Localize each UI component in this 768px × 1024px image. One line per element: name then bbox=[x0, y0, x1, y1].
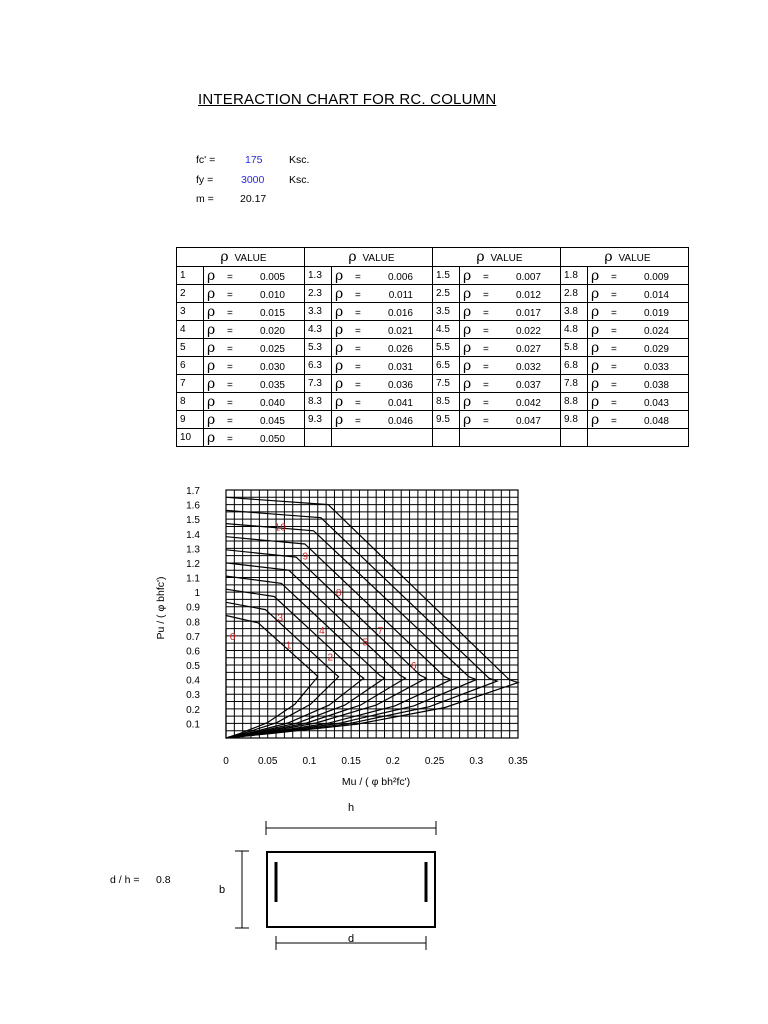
rho-value: 0.009 bbox=[643, 271, 669, 283]
section-h-label: h bbox=[347, 802, 355, 814]
rho-index: 9.8 bbox=[564, 414, 578, 425]
rho-symbol: ρ bbox=[207, 303, 216, 320]
equals-sign: = bbox=[355, 397, 361, 409]
rho-value: 0.038 bbox=[643, 379, 669, 391]
rho-symbol: ρ bbox=[463, 357, 472, 374]
rho-symbol: ρ bbox=[207, 411, 216, 428]
page-title: INTERACTION CHART FOR RC. COLUMN bbox=[198, 91, 497, 108]
rho-index: 4.5 bbox=[436, 324, 450, 335]
rho-index: 6 bbox=[180, 360, 186, 371]
fc-unit: Ksc. bbox=[289, 154, 310, 166]
y-tick-label: 0.4 bbox=[186, 675, 200, 687]
m-label: m = bbox=[196, 193, 214, 205]
rho-symbol: ρ bbox=[335, 285, 344, 302]
equals-sign: = bbox=[355, 325, 361, 337]
equals-sign: = bbox=[483, 361, 489, 373]
rho-value: 0.027 bbox=[515, 343, 541, 355]
rho-symbol: ρ bbox=[463, 375, 472, 392]
rho-index: 7.3 bbox=[308, 378, 322, 389]
curve-label: 4 bbox=[319, 626, 325, 638]
equals-sign: = bbox=[355, 289, 361, 301]
y-tick-label: 1.3 bbox=[186, 544, 200, 556]
rho-symbol: ρ bbox=[335, 339, 344, 356]
rho-value: 0.015 bbox=[259, 307, 285, 319]
rho-index: 2.3 bbox=[308, 288, 322, 299]
rho-index: 3.5 bbox=[436, 306, 450, 317]
rho-symbol: ρ bbox=[335, 393, 344, 410]
y-tick-label: 1.4 bbox=[186, 529, 200, 541]
rho-symbol: ρ bbox=[463, 411, 472, 428]
rho-value: 0.033 bbox=[643, 361, 669, 373]
equals-sign: = bbox=[483, 397, 489, 409]
rho-value: 0.048 bbox=[643, 415, 669, 427]
rho-index: 8 bbox=[180, 396, 186, 407]
rho-index: 1.3 bbox=[308, 270, 322, 281]
rho-symbol: ρ bbox=[207, 429, 216, 446]
fy-label: fy = bbox=[196, 174, 214, 186]
equals-sign: = bbox=[483, 415, 489, 427]
rho-value: 0.041 bbox=[387, 397, 413, 409]
equals-sign: = bbox=[227, 325, 233, 337]
equals-sign: = bbox=[483, 325, 489, 337]
rho-index: 4 bbox=[180, 324, 186, 335]
rho-symbol: ρ bbox=[591, 375, 600, 392]
equals-sign: = bbox=[227, 433, 233, 445]
rho-index: 3.3 bbox=[308, 306, 322, 317]
rho-index: 2 bbox=[180, 288, 186, 299]
rho-symbol: ρ bbox=[591, 357, 600, 374]
equals-sign: = bbox=[611, 307, 617, 319]
rho-symbol: ρ bbox=[348, 249, 357, 265]
equals-sign: = bbox=[611, 271, 617, 283]
rho-index: 5.3 bbox=[308, 342, 322, 353]
rho-symbol: ρ bbox=[463, 303, 472, 320]
y-axis-label: Pu / ( φ bhfc') bbox=[155, 576, 167, 640]
fc-value: 175 bbox=[245, 154, 263, 166]
y-tick-label: 0.3 bbox=[186, 690, 200, 702]
rho-symbol: ρ bbox=[335, 321, 344, 338]
equals-sign: = bbox=[483, 271, 489, 283]
rho-index: 5.8 bbox=[564, 342, 578, 353]
rho-value: 0.005 bbox=[259, 271, 285, 283]
rho-index: 8.8 bbox=[564, 396, 578, 407]
rho-value: 0.021 bbox=[387, 325, 413, 337]
section-b-label: b bbox=[218, 884, 226, 896]
equals-sign: = bbox=[227, 307, 233, 319]
rho-symbol: ρ bbox=[591, 339, 600, 356]
rho-value: 0.031 bbox=[387, 361, 413, 373]
rho-value: 0.047 bbox=[515, 415, 541, 427]
curve-label: 3 bbox=[277, 612, 284, 624]
curve-label: 7 bbox=[377, 626, 384, 638]
rho-value: 0.017 bbox=[515, 307, 541, 319]
curve-label: 0 bbox=[229, 631, 236, 643]
fc-label: fc' = bbox=[196, 154, 216, 166]
curve-label: 10 bbox=[274, 522, 286, 534]
curve-label: 6 bbox=[410, 661, 417, 673]
rho-index: 8.5 bbox=[436, 396, 450, 407]
rho-symbol: ρ bbox=[207, 285, 216, 302]
rho-symbol: ρ bbox=[207, 375, 216, 392]
x-tick-label: 0.3 bbox=[469, 756, 484, 767]
equals-sign: = bbox=[227, 379, 233, 391]
rho-index: 7.8 bbox=[564, 378, 578, 389]
y-tick-label: 1.7 bbox=[186, 486, 200, 497]
rho-symbol: ρ bbox=[220, 249, 229, 265]
x-tick-label: 0.25 bbox=[424, 756, 445, 767]
rho-symbol: ρ bbox=[335, 375, 344, 392]
equals-sign: = bbox=[611, 415, 617, 427]
rho-value: 0.036 bbox=[387, 379, 413, 391]
curve-rho-1 bbox=[226, 616, 318, 739]
rho-symbol: ρ bbox=[207, 357, 216, 374]
y-tick-label: 1.5 bbox=[186, 515, 200, 527]
y-tick-label: 0.6 bbox=[186, 646, 200, 658]
rho-value: 0.035 bbox=[259, 379, 285, 391]
rho-value: 0.007 bbox=[515, 271, 541, 283]
equals-sign: = bbox=[483, 307, 489, 319]
y-tick-label: 1.2 bbox=[186, 558, 200, 570]
x-tick-label: 0.1 bbox=[302, 756, 317, 767]
rho-symbol: ρ bbox=[207, 339, 216, 356]
chart-ticks bbox=[186, 486, 528, 767]
rho-value: 0.050 bbox=[259, 433, 285, 445]
rho-index: 1.8 bbox=[564, 270, 578, 281]
rho-index: 4.8 bbox=[564, 324, 578, 335]
equals-sign: = bbox=[355, 361, 361, 373]
rho-index: 2.8 bbox=[564, 288, 578, 299]
rho-index: 7 bbox=[180, 378, 186, 389]
rho-value: 0.029 bbox=[643, 343, 669, 355]
equals-sign: = bbox=[483, 343, 489, 355]
rho-value: 0.026 bbox=[387, 343, 413, 355]
rho-symbol: ρ bbox=[591, 285, 600, 302]
rho-header: VALUE bbox=[490, 253, 523, 264]
rho-value: 0.043 bbox=[643, 397, 669, 409]
x-tick-label: 0.2 bbox=[385, 756, 400, 767]
rho-index: 3 bbox=[180, 306, 186, 317]
rho-header: VALUE bbox=[362, 253, 395, 264]
x-tick-label: 0.15 bbox=[341, 756, 361, 767]
equals-sign: = bbox=[355, 343, 361, 355]
column-section-diagram bbox=[110, 802, 436, 950]
rho-symbol: ρ bbox=[335, 357, 344, 374]
fy-value: 3000 bbox=[241, 174, 265, 186]
rho-value: 0.025 bbox=[259, 343, 285, 355]
rho-symbol: ρ bbox=[463, 285, 472, 302]
rho-value: 0.019 bbox=[643, 307, 669, 319]
rho-index: 2.5 bbox=[436, 288, 450, 299]
rho-value: 0.042 bbox=[515, 397, 541, 409]
rho-index: 8.3 bbox=[308, 396, 322, 407]
curve-label: 1 bbox=[285, 640, 292, 652]
rho-index: 5.5 bbox=[436, 342, 450, 353]
rho-value: 0.022 bbox=[515, 325, 541, 337]
equals-sign: = bbox=[227, 415, 233, 427]
curve-label: 5 bbox=[362, 637, 369, 649]
rho-value: 0.012 bbox=[515, 289, 541, 301]
equals-sign: = bbox=[355, 271, 361, 283]
rho-index: 6.8 bbox=[564, 360, 578, 371]
rho-index: 9.3 bbox=[308, 414, 322, 425]
equals-sign: = bbox=[227, 271, 233, 283]
m-value: 20.17 bbox=[240, 193, 267, 205]
fy-unit: Ksc. bbox=[289, 174, 310, 186]
rho-symbol: ρ bbox=[591, 411, 600, 428]
dh-label: d / h = bbox=[110, 874, 140, 886]
dh-value: 0.8 bbox=[156, 874, 171, 886]
y-tick-label: 0.2 bbox=[186, 704, 200, 716]
rho-header: VALUE bbox=[234, 253, 267, 264]
rho-value: 0.030 bbox=[259, 361, 285, 373]
rho-value: 0.032 bbox=[515, 361, 541, 373]
rho-symbol: ρ bbox=[591, 303, 600, 320]
rho-index: 3.8 bbox=[564, 306, 578, 317]
rho-index: 9 bbox=[180, 414, 186, 425]
y-tick-label: 1 bbox=[194, 588, 200, 600]
rho-value: 0.037 bbox=[515, 379, 541, 391]
equals-sign: = bbox=[611, 379, 617, 391]
y-tick-label: 1.1 bbox=[186, 573, 200, 585]
rho-index: 10 bbox=[180, 432, 192, 443]
y-tick-label: 0.8 bbox=[186, 617, 200, 629]
rho-index: 5 bbox=[180, 342, 186, 353]
equals-sign: = bbox=[227, 343, 233, 355]
rho-value: 0.024 bbox=[643, 325, 669, 337]
equals-sign: = bbox=[611, 343, 617, 355]
rho-symbol: ρ bbox=[591, 393, 600, 410]
equals-sign: = bbox=[611, 361, 617, 373]
equals-sign: = bbox=[355, 379, 361, 391]
section-rectangle bbox=[267, 852, 435, 927]
rho-symbol: ρ bbox=[335, 411, 344, 428]
equals-sign: = bbox=[483, 289, 489, 301]
rho-index: 1 bbox=[180, 270, 186, 281]
curve-label: 9 bbox=[302, 551, 309, 563]
equals-sign: = bbox=[355, 415, 361, 427]
rho-symbol: ρ bbox=[463, 393, 472, 410]
rho-symbol: ρ bbox=[476, 249, 485, 265]
rho-index: 6.5 bbox=[436, 360, 450, 371]
rho-value: 0.006 bbox=[387, 271, 413, 283]
y-tick-label: 0.1 bbox=[186, 719, 200, 731]
rho-symbol: ρ bbox=[207, 393, 216, 410]
equals-sign: = bbox=[611, 289, 617, 301]
equals-sign: = bbox=[611, 397, 617, 409]
curve-label: 2 bbox=[327, 652, 334, 664]
equals-sign: = bbox=[355, 307, 361, 319]
rho-index: 7.5 bbox=[436, 378, 450, 389]
y-tick-label: 0.5 bbox=[186, 661, 200, 673]
curve-label: 8 bbox=[335, 588, 342, 600]
rho-symbol: ρ bbox=[604, 249, 613, 265]
rho-symbol: ρ bbox=[463, 267, 472, 284]
rho-header: VALUE bbox=[618, 253, 651, 264]
section-d-label: d bbox=[347, 933, 355, 945]
rho-symbol: ρ bbox=[463, 321, 472, 338]
x-tick-label: 0.05 bbox=[257, 756, 278, 767]
rho-symbol: ρ bbox=[207, 321, 216, 338]
y-tick-label: 0.9 bbox=[186, 602, 200, 614]
rho-index: 9.5 bbox=[436, 414, 450, 425]
rho-value: 0.010 bbox=[259, 289, 285, 301]
x-tick-label: 0.35 bbox=[508, 756, 528, 767]
rho-symbol: ρ bbox=[591, 321, 600, 338]
rho-index: 6.3 bbox=[308, 360, 322, 371]
x-tick-label: 0 bbox=[223, 756, 229, 767]
rho-symbol: ρ bbox=[463, 339, 472, 356]
equals-sign: = bbox=[611, 325, 617, 337]
rho-value: 0.045 bbox=[259, 415, 285, 427]
rho-index: 1.5 bbox=[436, 270, 450, 281]
rho-value: 0.011 bbox=[388, 289, 413, 301]
curve-rho-4 bbox=[226, 576, 385, 738]
rho-symbol: ρ bbox=[335, 267, 344, 284]
equals-sign: = bbox=[227, 289, 233, 301]
rho-symbol: ρ bbox=[207, 267, 216, 284]
rho-value: 0.040 bbox=[259, 397, 285, 409]
y-tick-label: 0.7 bbox=[186, 631, 200, 643]
rho-value: 0.046 bbox=[387, 415, 413, 427]
equals-sign: = bbox=[483, 379, 489, 391]
equals-sign: = bbox=[227, 397, 233, 409]
rho-value: 0.014 bbox=[643, 289, 669, 301]
x-axis-label: Mu / ( φ bh²fc') bbox=[341, 776, 411, 788]
rho-symbol: ρ bbox=[591, 267, 600, 284]
rho-value: 0.020 bbox=[259, 325, 285, 337]
equals-sign: = bbox=[227, 361, 233, 373]
rho-symbol: ρ bbox=[335, 303, 344, 320]
rho-value: 0.016 bbox=[387, 307, 413, 319]
rho-index: 4.3 bbox=[308, 324, 322, 335]
y-tick-label: 1.6 bbox=[186, 500, 200, 512]
